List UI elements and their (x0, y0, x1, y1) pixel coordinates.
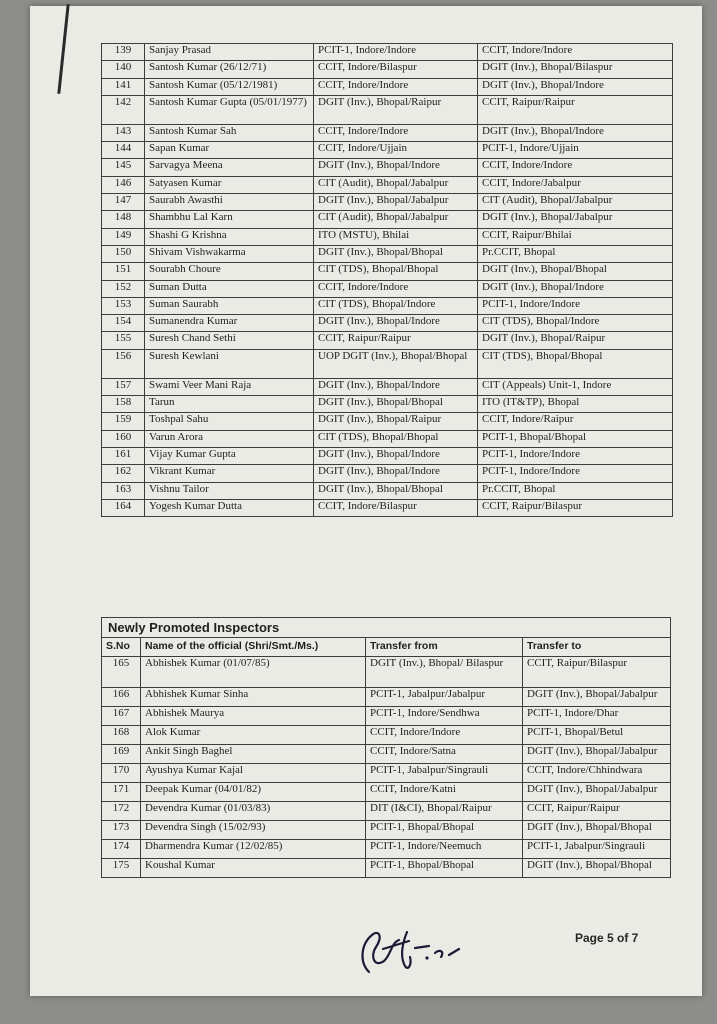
cell-sno: 155 (102, 332, 145, 349)
cell-sno: 140 (102, 61, 145, 78)
table-header-row (102, 638, 671, 657)
cell-transfer-from: CCIT, Indore/Bilaspur (314, 499, 478, 516)
cell-name: Devendra Singh (15/02/93) (141, 821, 366, 840)
signature (355, 918, 467, 980)
cell-sno: 170 (102, 764, 141, 783)
cell-sno: 139 (102, 44, 145, 61)
cell-name: Sourabh Choure (145, 263, 314, 280)
header-transfer-from: Transfer from (366, 638, 523, 657)
cell-transfer-from: CCIT, Indore/Indore (314, 124, 478, 141)
cell-transfer-from: CCIT, Indore/Bilaspur (314, 61, 478, 78)
cell-transfer-to: CIT (TDS), Bhopal/Indore (478, 315, 673, 332)
cell-transfer-from: CCIT, Raipur/Raipur (314, 332, 478, 349)
cell-name: Sanjay Prasad (145, 44, 314, 61)
cell-name: Koushal Kumar (141, 859, 366, 878)
cell-transfer-to: CCIT, Indore/Raipur (478, 413, 673, 430)
cell-transfer-from: PCIT-1, Bhopal/Bhopal (366, 859, 523, 878)
cell-sno: 163 (102, 482, 145, 499)
table-row (102, 821, 671, 840)
cell-name: Vishnu Tailor (145, 482, 314, 499)
cell-sno: 150 (102, 245, 145, 262)
cell-name: Swami Veer Mani Raja (145, 378, 314, 395)
table-row (102, 413, 673, 430)
cell-transfer-to: PCIT-1, Indore/Indore (478, 447, 673, 464)
header-sno: S.No (102, 638, 141, 657)
table-row (102, 802, 671, 821)
cell-transfer-to: DGIT (Inv.), Bhopal/Raipur (478, 332, 673, 349)
cell-transfer-to: CCIT, Indore/Jabalpur (478, 176, 673, 193)
cell-transfer-to: DGIT (Inv.), Bhopal/Jabalpur (523, 745, 671, 764)
cell-name: Shashi G Krishna (145, 228, 314, 245)
cell-transfer-to: CCIT, Raipur/Raipur (523, 802, 671, 821)
cell-sno: 164 (102, 499, 145, 516)
table-row (102, 142, 673, 159)
cell-transfer-from: DGIT (Inv.), Bhopal/Indore (314, 159, 478, 176)
cell-name: Suresh Kewlani (145, 349, 314, 378)
cell-name: Abhishek Kumar (01/07/85) (141, 657, 366, 688)
transfer-table-continued (101, 43, 673, 517)
section-title: Newly Promoted Inspectors (101, 617, 671, 637)
cell-name: Suman Saurabh (145, 297, 314, 314)
table-row (102, 499, 673, 516)
cell-transfer-from: DGIT (Inv.), Bhopal/ Bilaspur (366, 657, 523, 688)
cell-transfer-to: CIT (TDS), Bhopal/Bhopal (478, 349, 673, 378)
cell-name: Varun Arora (145, 430, 314, 447)
cell-sno: 169 (102, 745, 141, 764)
cell-transfer-to: CCIT, Raipur/Bhilai (478, 228, 673, 245)
cell-transfer-to: CCIT, Indore/Chhindwara (523, 764, 671, 783)
cell-sno: 141 (102, 78, 145, 95)
table-row (102, 124, 673, 141)
cell-name: Suresh Chand Sethi (145, 332, 314, 349)
cell-transfer-to: ITO (IT&TP), Bhopal (478, 396, 673, 413)
table-row (102, 228, 673, 245)
cell-sno: 146 (102, 176, 145, 193)
cell-transfer-from: CCIT, Indore/Indore (366, 726, 523, 745)
cell-transfer-from: CCIT, Indore/Indore (314, 78, 478, 95)
header-name: Name of the official (Shri/Smt./Ms.) (141, 638, 366, 657)
cell-transfer-to: CCIT, Raipur/Bilaspur (523, 657, 671, 688)
cell-sno: 151 (102, 263, 145, 280)
cell-sno: 156 (102, 349, 145, 378)
table-row (102, 859, 671, 878)
cell-name: Santosh Kumar Sah (145, 124, 314, 141)
cell-transfer-to: PCIT-1, Indore/Indore (478, 297, 673, 314)
cell-name: Toshpal Sahu (145, 413, 314, 430)
table-row (102, 263, 673, 280)
table-row (102, 61, 673, 78)
table-row (102, 707, 671, 726)
cell-transfer-from: PCIT-1, Indore/Neemuch (366, 840, 523, 859)
cell-sno: 175 (102, 859, 141, 878)
cell-sno: 157 (102, 378, 145, 395)
table-row (102, 430, 673, 447)
cell-name: Abhishek Kumar Sinha (141, 688, 366, 707)
table-row (102, 764, 671, 783)
cell-sno: 167 (102, 707, 141, 726)
cell-sno: 160 (102, 430, 145, 447)
table-row (102, 745, 671, 764)
cell-transfer-from: CIT (Audit), Bhopal/Jabalpur (314, 211, 478, 228)
cell-transfer-from: DGIT (Inv.), Bhopal/Jabalpur (314, 194, 478, 211)
cell-name: Santosh Kumar Gupta (05/01/1977) (145, 95, 314, 124)
cell-sno: 143 (102, 124, 145, 141)
cell-sno: 168 (102, 726, 141, 745)
cell-transfer-from: PCIT-1, Indore/Indore (314, 44, 478, 61)
cell-sno: 162 (102, 465, 145, 482)
cell-transfer-from: DGIT (Inv.), Bhopal/Indore (314, 465, 478, 482)
table-row (102, 447, 673, 464)
cell-sno: 153 (102, 297, 145, 314)
cell-sno: 173 (102, 821, 141, 840)
cell-name: Ankit Singh Baghel (141, 745, 366, 764)
cell-transfer-from: CCIT, Indore/Katni (366, 783, 523, 802)
table-row (102, 280, 673, 297)
cell-transfer-to: DGIT (Inv.), Bhopal/Bhopal (478, 263, 673, 280)
cell-sno: 148 (102, 211, 145, 228)
cell-transfer-to: DGIT (Inv.), Bhopal/Indore (478, 124, 673, 141)
cell-transfer-from: DIT (I&CI), Bhopal/Raipur (366, 802, 523, 821)
cell-transfer-to: PCIT-1, Indore/Dhar (523, 707, 671, 726)
cell-name: Ayushya Kumar Kajal (141, 764, 366, 783)
cell-sno: 174 (102, 840, 141, 859)
cell-transfer-to: CIT (Audit), Bhopal/Jabalpur (478, 194, 673, 211)
cell-name: Sarvagya Meena (145, 159, 314, 176)
table-row (102, 78, 673, 95)
cell-transfer-to: DGIT (Inv.), Bhopal/Indore (478, 78, 673, 95)
cell-sno: 154 (102, 315, 145, 332)
table-row (102, 378, 673, 395)
cell-name: Deepak Kumar (04/01/82) (141, 783, 366, 802)
table-row (102, 726, 671, 745)
cell-name: Suman Dutta (145, 280, 314, 297)
cell-transfer-to: PCIT-1, Bhopal/Betul (523, 726, 671, 745)
table-row (102, 396, 673, 413)
cell-transfer-from: DGIT (Inv.), Bhopal/Indore (314, 315, 478, 332)
cell-transfer-from: DGIT (Inv.), Bhopal/Raipur (314, 413, 478, 430)
table-row (102, 211, 673, 228)
table-row (102, 349, 673, 378)
cell-name: Vikrant Kumar (145, 465, 314, 482)
cell-name: Saurabh Awasthi (145, 194, 314, 211)
cell-name: Alok Kumar (141, 726, 366, 745)
cell-transfer-from: PCIT-1, Jabalpur/Jabalpur (366, 688, 523, 707)
cell-name: Shivam Vishwakarma (145, 245, 314, 262)
table-row (102, 783, 671, 802)
cell-sno: 171 (102, 783, 141, 802)
cell-transfer-to: PCIT-1, Indore/Indore (478, 465, 673, 482)
cell-name: Shambhu Lal Karn (145, 211, 314, 228)
cell-name: Tarun (145, 396, 314, 413)
cell-name: Devendra Kumar (01/03/83) (141, 802, 366, 821)
cell-name: Abhishek Maurya (141, 707, 366, 726)
cell-sno: 145 (102, 159, 145, 176)
cell-name: Dharmendra Kumar (12/02/85) (141, 840, 366, 859)
cell-name: Vijay Kumar Gupta (145, 447, 314, 464)
cell-transfer-from: CIT (TDS), Bhopal/Bhopal (314, 263, 478, 280)
cell-transfer-from: DGIT (Inv.), Bhopal/Indore (314, 378, 478, 395)
cell-transfer-to: CCIT, Raipur/Bilaspur (478, 499, 673, 516)
table-row (102, 315, 673, 332)
table-row (102, 465, 673, 482)
cell-transfer-from: DGIT (Inv.), Bhopal/Bhopal (314, 482, 478, 499)
table-row (102, 194, 673, 211)
cell-sno: 159 (102, 413, 145, 430)
cell-transfer-to: DGIT (Inv.), Bhopal/Jabalpur (523, 688, 671, 707)
cell-transfer-from: CCIT, Indore/Indore (314, 280, 478, 297)
cell-transfer-to: Pr.CCIT, Bhopal (478, 245, 673, 262)
cell-transfer-from: CCIT, Indore/Satna (366, 745, 523, 764)
cell-name: Santosh Kumar (05/12/1981) (145, 78, 314, 95)
header-transfer-to: Transfer to (523, 638, 671, 657)
cell-transfer-to: DGIT (Inv.), Bhopal/Bhopal (523, 859, 671, 878)
table-row (102, 332, 673, 349)
table-row (102, 176, 673, 193)
cell-transfer-from: PCIT-1, Bhopal/Bhopal (366, 821, 523, 840)
cell-transfer-from: ITO (MSTU), Bhilai (314, 228, 478, 245)
cell-name: Santosh Kumar (26/12/71) (145, 61, 314, 78)
cell-transfer-from: CCIT, Indore/Ujjain (314, 142, 478, 159)
cell-transfer-to: CIT (Appeals) Unit-1, Indore (478, 378, 673, 395)
page-number: Page 5 of 7 (575, 931, 639, 945)
cell-transfer-from: DGIT (Inv.), Bhopal/Raipur (314, 95, 478, 124)
cell-sno: 144 (102, 142, 145, 159)
table-row (102, 159, 673, 176)
table-row (102, 840, 671, 859)
cell-transfer-to: PCIT-1, Indore/Ujjain (478, 142, 673, 159)
cell-sno: 152 (102, 280, 145, 297)
cell-sno: 147 (102, 194, 145, 211)
cell-name: Yogesh Kumar Dutta (145, 499, 314, 516)
cell-transfer-from: UOP DGIT (Inv.), Bhopal/Bhopal (314, 349, 478, 378)
cell-transfer-to: DGIT (Inv.), Bhopal/Bilaspur (478, 61, 673, 78)
cell-transfer-from: CIT (TDS), Bhopal/Bhopal (314, 430, 478, 447)
cell-sno: 165 (102, 657, 141, 688)
cell-transfer-from: DGIT (Inv.), Bhopal/Bhopal (314, 396, 478, 413)
cell-sno: 149 (102, 228, 145, 245)
cell-sno: 142 (102, 95, 145, 124)
newly-promoted-inspectors-table (101, 637, 671, 878)
cell-name: Sumanendra Kumar (145, 315, 314, 332)
cell-sno: 158 (102, 396, 145, 413)
cell-transfer-to: DGIT (Inv.), Bhopal/Jabalpur (523, 783, 671, 802)
cell-name: Satyasen Kumar (145, 176, 314, 193)
table-row (102, 482, 673, 499)
cell-transfer-to: CCIT, Raipur/Raipur (478, 95, 673, 124)
cell-transfer-to: CCIT, Indore/Indore (478, 44, 673, 61)
cell-transfer-to: PCIT-1, Bhopal/Bhopal (478, 430, 673, 447)
table-row (102, 688, 671, 707)
cell-transfer-to: DGIT (Inv.), Bhopal/Bhopal (523, 821, 671, 840)
cell-transfer-from: CIT (TDS), Bhopal/Indore (314, 297, 478, 314)
table-row (102, 245, 673, 262)
cell-transfer-from: CIT (Audit), Bhopal/Jabalpur (314, 176, 478, 193)
cell-transfer-to: PCIT-1, Jabalpur/Singrauli (523, 840, 671, 859)
cell-transfer-from: DGIT (Inv.), Bhopal/Indore (314, 447, 478, 464)
table-row (102, 657, 671, 688)
table-row (102, 297, 673, 314)
table-row (102, 95, 673, 124)
cell-name: Sapan Kumar (145, 142, 314, 159)
cell-sno: 166 (102, 688, 141, 707)
cell-transfer-from: PCIT-1, Jabalpur/Singrauli (366, 764, 523, 783)
table-row (102, 44, 673, 61)
cell-transfer-to: DGIT (Inv.), Bhopal/Indore (478, 280, 673, 297)
cell-transfer-to: CCIT, Indore/Indore (478, 159, 673, 176)
cell-transfer-from: DGIT (Inv.), Bhopal/Bhopal (314, 245, 478, 262)
cell-transfer-from: PCIT-1, Indore/Sendhwa (366, 707, 523, 726)
cell-sno: 172 (102, 802, 141, 821)
cell-sno: 161 (102, 447, 145, 464)
cell-transfer-to: Pr.CCIT, Bhopal (478, 482, 673, 499)
cell-transfer-to: DGIT (Inv.), Bhopal/Jabalpur (478, 211, 673, 228)
